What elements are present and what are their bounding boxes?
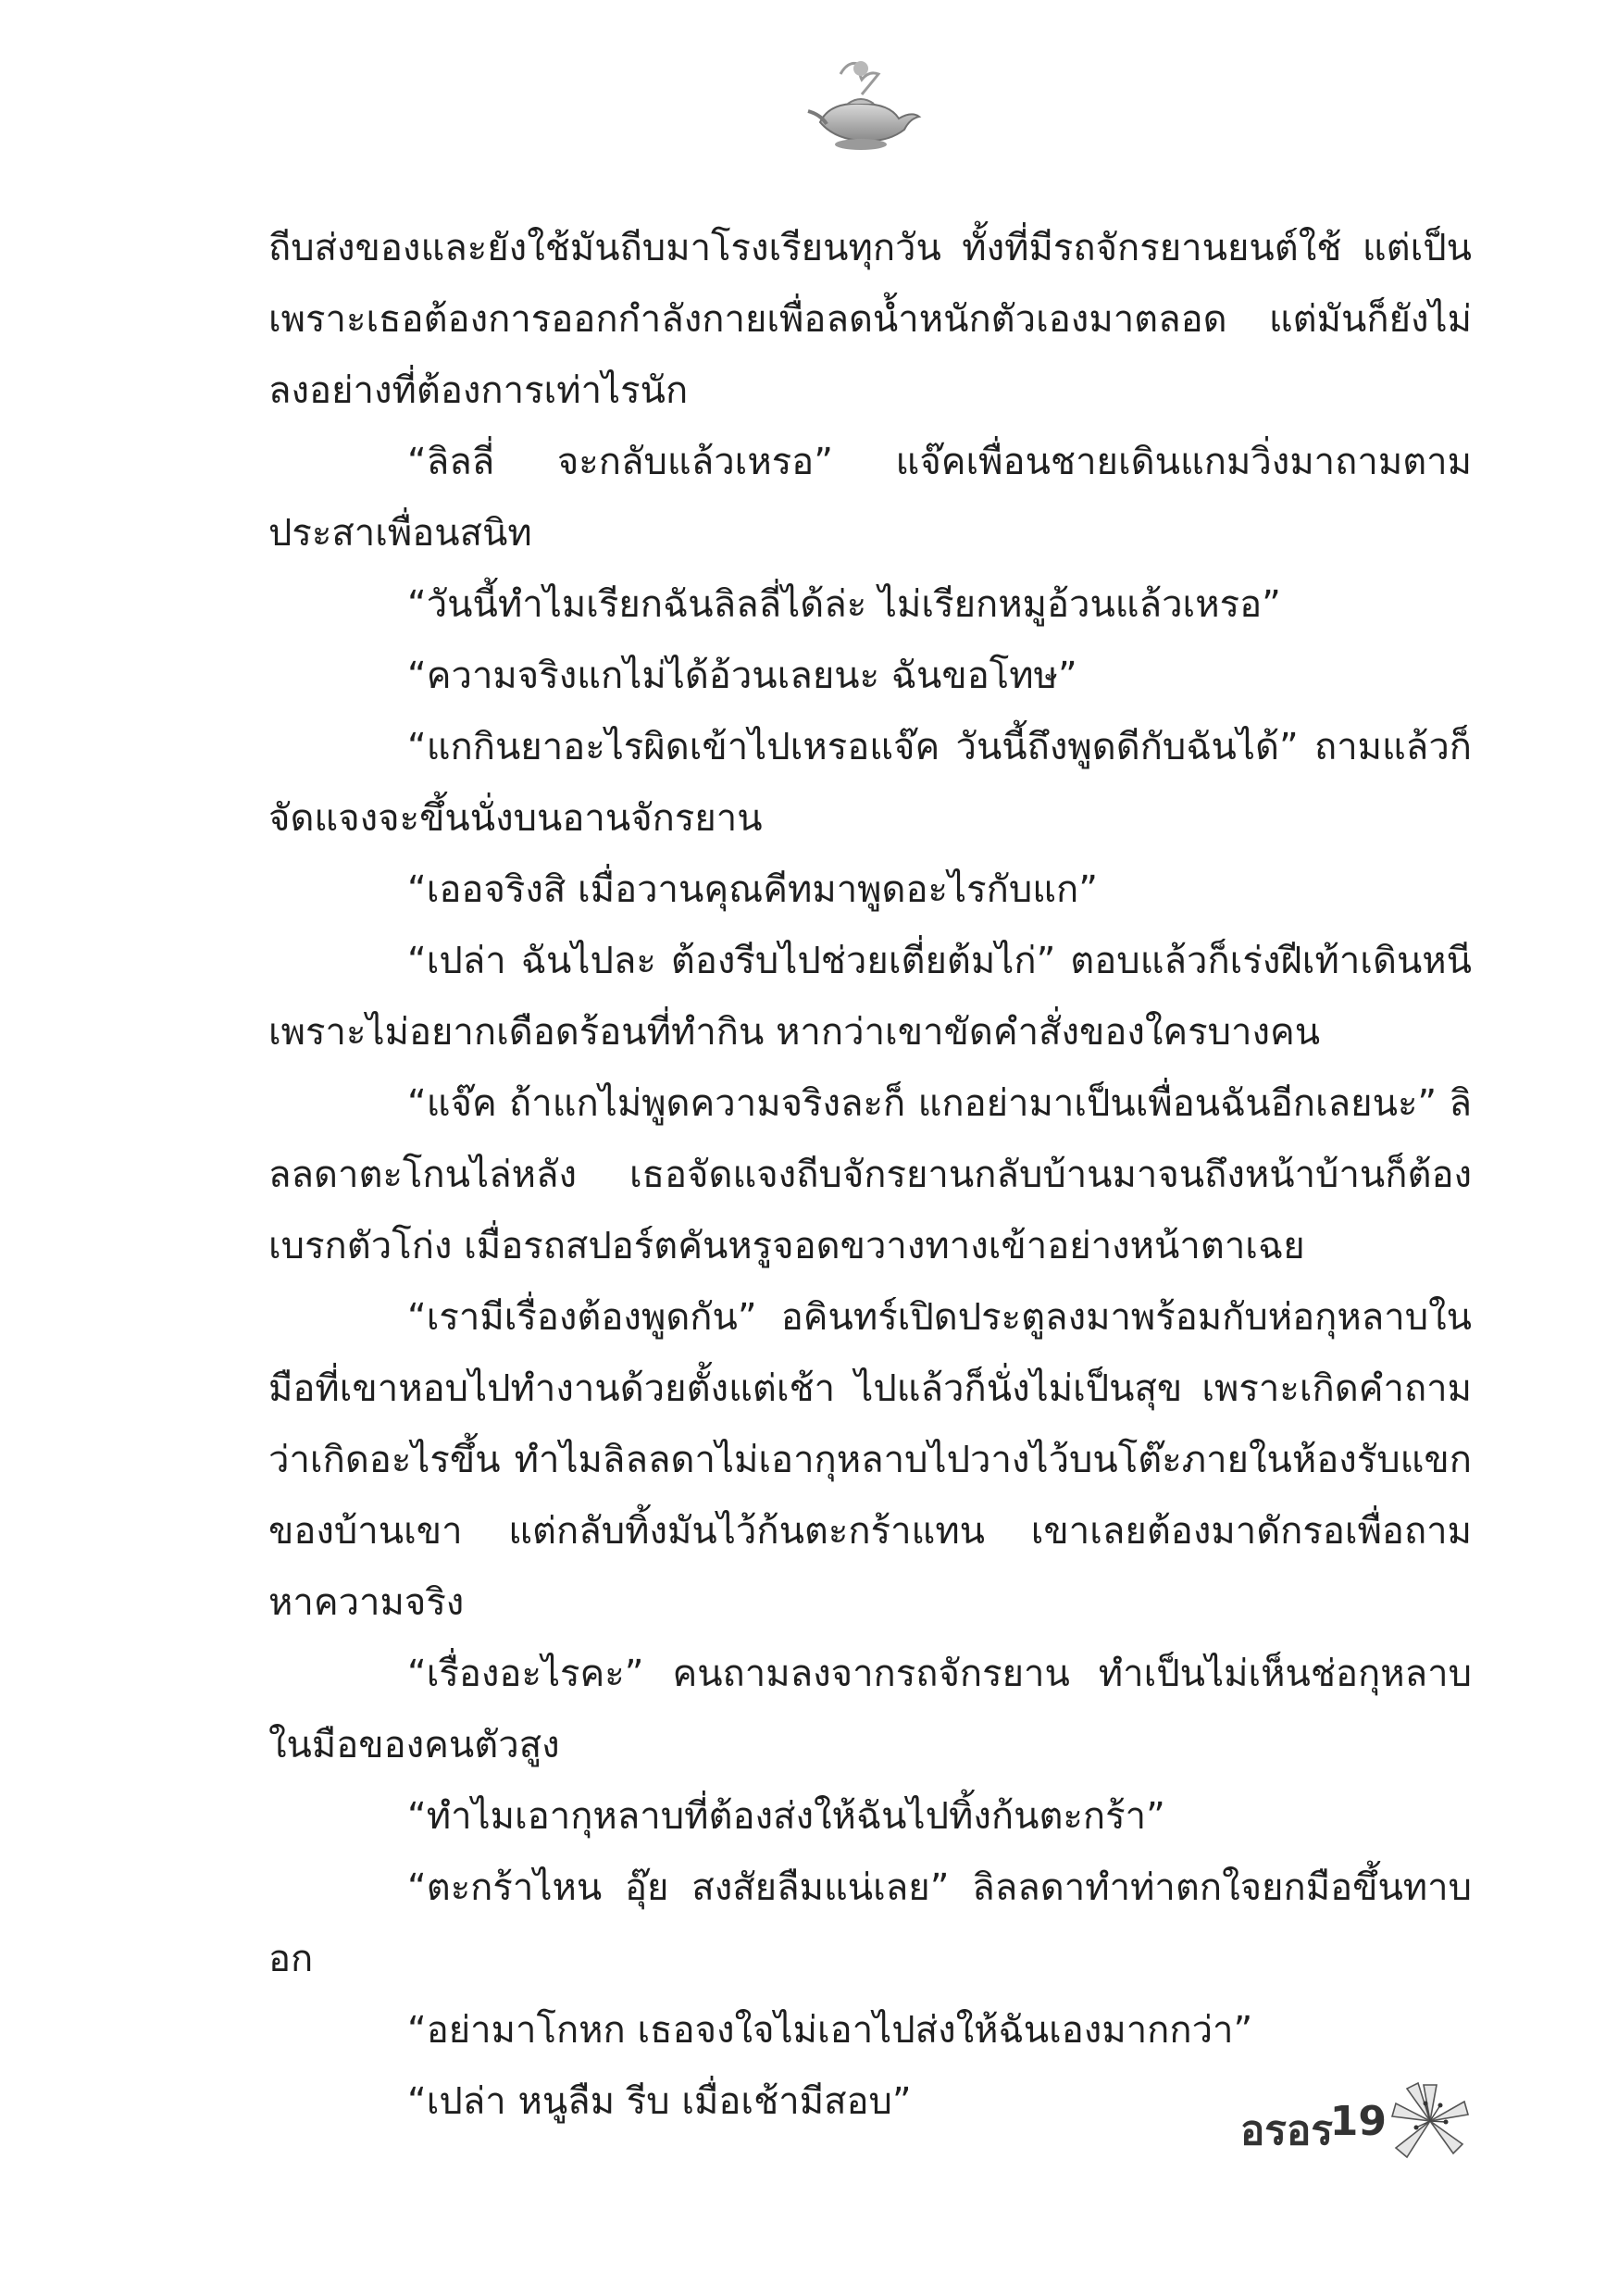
page-footer [1176, 2094, 1472, 2177]
lily-flower-icon [1388, 2079, 1472, 2163]
paragraph-2: “ลิลลี่ จะกลับแล้วเหรอ” แจ๊คเพื่อนชายเดินแกมวิ่งมาถามตามประสาเพื่อนสนิท [268, 441, 1472, 555]
paragraph-3: “วันนี้ทำไมเรียกฉันลิลลี่ได้ล่ะ ไม่เรียกหมูอ้วนแล้วเหรอ” [407, 583, 1281, 626]
paragraph-10: “เรื่องอะไรคะ” คนถามลงจากรถจักรยาน ทำเป็นไม่เห็นช่อกุหลาบในมือของคนตัวสูง [268, 1653, 1472, 1766]
paragraph-7: “เปล่า ฉันไปละ ต้องรีบไปช่วยเตี่ยต้มไก่” ตอบแล้วก็เร่งฝีเท้าเดินหนีเพราะไม่อยากเดือดร้อนที่ทำกิน หากว่าเขาขัดคำสั่งของใครบางคน [268, 940, 1472, 1054]
book-title: อรอร [1239, 2107, 1333, 2154]
paragraph-4: “ความจริงแกไม่ได้อ้วนเลยนะ ฉันขอโทษ” [407, 655, 1077, 697]
body-text [268, 213, 1472, 2138]
paragraph-1: ถีบส่งของและยังใช้มันถีบมาโรงเรียนทุกวัน ทั้งที่มีรถจักรยานยนต์ใช้ แต่เป็นเพราะเธอต้องการออกกำลังกายเพื่อลดน้ำหนักตัวเองมาตลอด แต่มันก็ยังไม่ลงอย่างที่ต้องการเท่าไรนัก [268, 227, 1472, 412]
paragraph-14: “เปล่า หนูลืม รีบ เมื่อเช้ามีสอบ” [407, 2080, 912, 2123]
paragraph-11: “ทำไมเอากุหลาบที่ต้องส่งให้ฉันไปทิ้งก้นตะกร้า” [407, 1795, 1165, 1838]
genie-lamp-icon [803, 56, 924, 157]
paragraph-12: “ตะกร้าไหน อุ๊ย สงสัยลืมแน่เลย” ลิลลดาทำท่าตกใจยกมือขึ้นทาบอก [268, 1866, 1472, 1980]
paragraph-9: “เรามีเรื่องต้องพูดกัน” อคินทร์เปิดประตูลงมาพร้อมกับห่อกุหลาบในมือที่เขาหอบไปทำงานด้วยตั้งแต่เช้า ไปแล้วก็นั่งไม่เป็นสุข เพราะเกิดคำถามว่าเกิดอะไรขึ้น ทำไมลิลลดาไม่เอากุหลาบไปวางไว้บนโต๊ะภายในห้องรับแขกของบ้านเขา แต่กลับทิ้งมันไว้ก้นตะกร้าแทน เขาเลยต้องมาดักรอเพื่อถามหาความจริง [268, 1296, 1472, 1624]
page-number: 19 [1329, 2098, 1387, 2145]
paragraph-5: “แกกินยาอะไรผิดเข้าไปเหรอแจ๊ค วันนี้ถึงพูดดีกับฉันได้” ถามแล้วก็จัดแจงจะขึ้นนั่งบนอานจักรยาน [268, 726, 1472, 840]
paragraph-13: “อย่ามาโกหก เธอจงใจไม่เอาไปส่งให้ฉันเองมากกว่า” [407, 2009, 1253, 2052]
paragraph-6: “เออจริงสิ เมื่อวานคุณคีทมาพูดอะไรกับแก” [407, 868, 1098, 911]
paragraph-8: “แจ๊ค ถ้าแกไม่พูดความจริงละก็ แกอย่ามาเป็นเพื่อนฉันอีกเลยนะ” ลิลลดาตะโกนไล่หลัง เธอจัดแจงถีบจักรยานกลับบ้านมาจนถึงหน้าบ้านก็ต้องเบรกตัวโก่ง เมื่อรถสปอร์ตคันหรูจอดขวางทางเข้าอย่างหน้าตาเฉย [268, 1082, 1472, 1267]
